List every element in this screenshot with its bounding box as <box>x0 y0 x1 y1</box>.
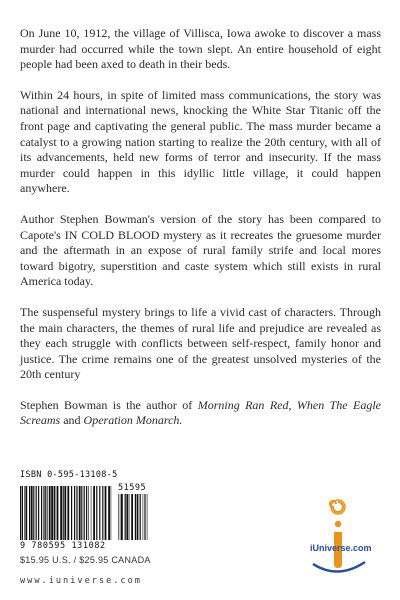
paragraph-2: Within 24 hours, in spite of limited mass communications, the story was national and international news, knocking the White Star Titanic off the front page and captivating the general public. The mass murder became a catalyst to a growing nation starting to realize the 20th century, with all of its advancements, held new forms of terror and insecurity. If the mass murder could happen in this idyllic little village, it could happen anywhere. <box>20 87 381 196</box>
barcode-bar <box>71 486 72 540</box>
author-bio-prefix: Stephen Bowman is the author of <box>20 397 198 412</box>
barcode-bar <box>67 486 69 540</box>
isbn-digits: 9 780595 131082 <box>20 541 106 551</box>
barcode-bar <box>144 494 145 540</box>
barcode-bar <box>137 494 139 540</box>
barcode-addon-bars <box>118 494 148 540</box>
barcode-bar <box>99 486 100 540</box>
barcode-bar <box>93 486 95 540</box>
barcode-bar <box>74 486 75 540</box>
barcode-bars <box>20 486 112 540</box>
paragraph-4: The suspenseful mystery brings to life a vivid cast of characters. Through the main characters, the themes of rural life and prejudice are revealed as they each struggle with conflicts between self-respect, family honor and justice. The crime remains one of the greatest unsolved mysteries of the 20th century <box>20 304 381 382</box>
barcode-bar <box>43 486 44 540</box>
barcode-bar <box>47 486 48 540</box>
iuniverse-logo-icon <box>293 492 383 582</box>
author-bio-joiner: and <box>60 413 84 428</box>
barcode-bar <box>79 486 81 540</box>
barcode-bar <box>108 486 110 540</box>
barcode-bar <box>60 486 62 540</box>
isbn-label: ISBN 0-595-13108-5 <box>20 470 118 480</box>
price: $15.95 U.S. / $25.95 CANADA <box>20 555 151 565</box>
author-bio-title-1: Morning Ran Red, When The Eagle Screams <box>20 397 381 428</box>
barcode-bar <box>118 494 119 540</box>
author-bio <box>20 398 381 429</box>
barcode-bar <box>111 486 112 540</box>
barcode-bar <box>54 486 56 540</box>
barcode-bar <box>86 486 87 540</box>
barcode-bar <box>105 486 107 540</box>
barcode-addon-code: 51595 <box>118 483 147 493</box>
barcode-bar <box>120 494 121 540</box>
author-bio-title-2: Operation Monarch. <box>83 413 183 428</box>
barcode-bar <box>22 486 23 540</box>
barcode-bar <box>121 494 123 540</box>
barcode-bar <box>49 486 51 540</box>
barcode-bar <box>84 486 85 540</box>
paragraph-1: On June 10, 1912, the village of Villisca, Iowa awoke to discover a mass murder had occurred while the town slept. An entire household of eight people had been axed to death in their beds. <box>20 26 381 72</box>
barcode-bar <box>88 486 89 540</box>
barcode-bar <box>31 486 33 540</box>
barcode-bar <box>102 486 103 540</box>
barcode-bar <box>64 486 66 540</box>
barcode-bar <box>140 494 141 540</box>
barcode-bar <box>20 486 21 540</box>
barcode-bar <box>91 486 92 540</box>
barcode-bar <box>51 486 53 540</box>
barcode-bar <box>41 486 42 540</box>
back-cover-text <box>20 26 381 444</box>
barcode-bar <box>135 494 136 540</box>
barcode-bar <box>57 486 59 540</box>
barcode-bar <box>38 486 39 540</box>
barcode-bar <box>45 486 46 540</box>
barcode-bar <box>33 486 34 540</box>
barcode-bar <box>143 494 144 540</box>
barcode-bar <box>129 494 130 540</box>
barcode-bar <box>63 486 64 540</box>
barcode-bar <box>126 494 128 540</box>
barcode-bar <box>131 494 133 540</box>
publisher-logo-text: iUniverse.com <box>310 543 372 553</box>
paragraph-3: Author Stephen Bowman's version of the story has been compared to Capote's IN COLD BLOOD mystery as it recreates the gruesome murder and the aftermath in an expose of rural family strife and local mores toward bigotry, superstition and caste system which still exists in rural America today. <box>20 211 381 289</box>
barcode-bar <box>147 494 148 540</box>
barcode-bar <box>25 486 27 540</box>
barcode-bar <box>76 486 77 540</box>
barcode-bar <box>36 486 37 540</box>
barcode-bar <box>96 486 97 540</box>
barcode-bar <box>81 486 82 540</box>
barcode-bar <box>29 486 30 540</box>
barcode-bar <box>24 486 25 540</box>
barcode <box>20 470 150 551</box>
website-url: www.iuniverse.com <box>20 576 142 586</box>
barcode-bar <box>125 494 126 540</box>
